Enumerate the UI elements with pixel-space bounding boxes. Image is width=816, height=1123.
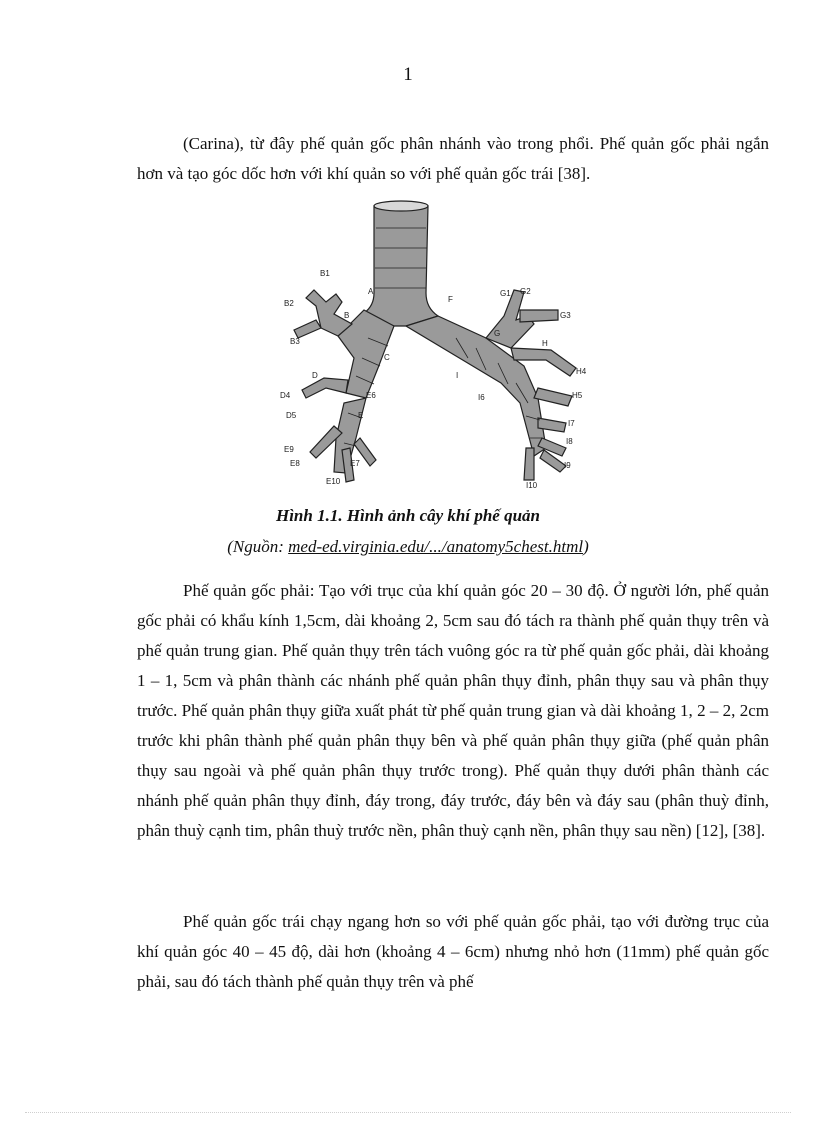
source-suffix: ) [583, 537, 589, 556]
label-b3: B3 [290, 337, 300, 346]
bronchial-tree-figure [276, 198, 606, 492]
label-i9: I9 [564, 461, 571, 470]
label-i6: I6 [478, 393, 485, 402]
trachea-opening [374, 201, 428, 211]
label-i8: I8 [566, 437, 573, 446]
label-i10: I10 [526, 481, 538, 490]
label-c: C [384, 353, 390, 362]
label-e6: E6 [366, 391, 376, 400]
label-e7: E7 [350, 459, 360, 468]
label-f: F [448, 295, 453, 304]
bronchial-tree-illustration [276, 198, 606, 492]
source-prefix: (Nguồn: [227, 537, 289, 556]
left-main-bronchus [406, 316, 546, 456]
label-a: A [368, 287, 374, 296]
label-g2: G2 [520, 287, 531, 296]
paragraph-right-main-bronchus: Phế quản gốc phải: Tạo với trục của khí quản góc 20 – 30 độ. Ở người lớn, phế quản gốc phải có khẩu kính 1,5cm, dài khoảng 2, 5cm sau đó tách ra thành phế quản thụy trên và phế quản trung gian. Phế quản thụy trên tách vuông góc ra từ phế quản gốc phải, dài khoảng 1 – 1, 5cm và phân thành các nhánh phế quản phân thụy đỉnh, phân thụy sau và phân thụy trước. Phế quản phân thụy giữa xuất phát từ phế quản trung gian và dài khoảng 1, 2 – 2, 2cm trước khi phân thành phế quản phân thụy bên và phế quản phân thụy giữa (phế quản phân thụy sau ngoài và phế quản phân thụy trước trong). Phế quản thụy dưới phân thành các nhánh phế quản phân thụy đỉnh, đáy trong, đáy trước, đáy bên và đáy sau (phân thuỳ đỉnh, phân thuỳ cạnh tim, phân thuỳ trước nền, phân thuỳ cạnh nền, phân thụy sau nền) [12], [38]. [137, 581, 769, 840]
label-i7: I7 [568, 419, 575, 428]
figure-caption: Hình 1.1. Hình ảnh cây khí phế quản [275, 506, 541, 525]
label-i: I [456, 371, 459, 380]
label-e10: E10 [326, 477, 341, 486]
label-e8: E8 [290, 459, 300, 468]
branch-g3 [520, 310, 558, 322]
label-b: B [344, 311, 350, 320]
label-d5: D5 [286, 411, 297, 420]
label-h5: H5 [572, 391, 583, 400]
trachea [364, 206, 438, 326]
footer-divider [25, 1112, 791, 1113]
branch-i10 [524, 448, 534, 480]
figure-source [0, 537, 816, 557]
label-h4: H4 [576, 367, 587, 376]
page-number: 1 [403, 64, 413, 85]
source-link[interactable]: med-ed.virginia.edu/.../anatomy5chest.html [288, 537, 584, 556]
paragraph-left-main-bronchus: Phế quản gốc trái chạy ngang hơn so với phế quản gốc phải, tạo với đường trục của khí quản góc 40 – 45 độ, dài hơn (khoảng 4 – 6cm) nhưng nhỏ hơn (11mm) phế quản gốc phải, sau đó tách thành phế quản thụy trên và phế [137, 912, 769, 991]
label-e9: E9 [284, 445, 294, 454]
label-g: G [494, 329, 501, 338]
label-g1: G1 [500, 289, 511, 298]
paragraph-carina: (Carina), từ đây phế quản gốc phân nhánh vào trong phổi. Phế quản gốc phải ngắn hơn và tạo góc dốc hơn với khí quản so với phế quản gốc trái [38]. [137, 134, 769, 183]
label-d4: D4 [280, 391, 291, 400]
branch-b3 [294, 320, 321, 338]
label-d: D [312, 371, 318, 380]
label-b2: B2 [284, 299, 294, 308]
right-lower-branch [302, 378, 348, 398]
label-h: H [542, 339, 548, 348]
branch-h5 [534, 388, 572, 406]
label-e: E [358, 411, 364, 420]
label-b1: B1 [320, 269, 330, 278]
label-g3: G3 [560, 311, 571, 320]
